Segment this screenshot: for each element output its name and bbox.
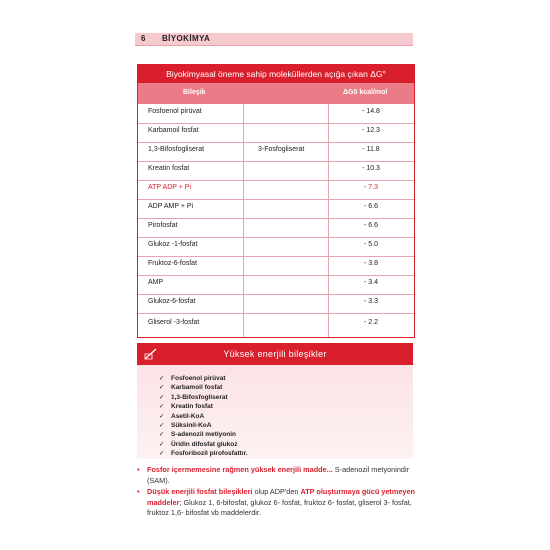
list-item: ✓ Süksinil-KoA [159, 421, 212, 429]
high-energy-box-header [137, 343, 413, 365]
delta-g-value: - 6.6 [363, 203, 378, 210]
note-highlight: ATP oluşturmaya gücü yetmeyen maddeler [147, 487, 415, 507]
table-row [138, 142, 414, 160]
product-name: 3-Fosfogliserat [258, 146, 305, 153]
page-header [135, 33, 413, 46]
table-header-row [138, 83, 414, 104]
table-row [138, 199, 414, 217]
delta-g-value: - 3.8 [363, 260, 378, 267]
delta-g-table [137, 64, 415, 338]
table-row [138, 104, 414, 122]
book-title: BİYOKİMYA [162, 34, 211, 43]
table-row [138, 218, 414, 236]
row-divider [138, 313, 414, 314]
check-icon: ✓ [159, 403, 165, 411]
list-item: ✓ Üridin difosfat glukoz [159, 440, 238, 448]
table-row [138, 256, 414, 274]
compound-name: 1,3-Bifosfogliserat [148, 146, 205, 153]
high-energy-box-body [137, 365, 413, 459]
note-text: olup ADP'den [252, 487, 301, 497]
check-icon: ✓ [159, 393, 165, 401]
table-row [138, 123, 414, 141]
column-header-delta-g: ΔG0 kcal/mol [343, 89, 388, 96]
compound-name: ATP ADP + Pi [148, 184, 191, 191]
note-low-energy [137, 487, 415, 519]
check-icon: ✓ [159, 375, 165, 382]
compound-name: Fruktoz-6-fosfat [148, 260, 198, 267]
list-item: ✓ Asetil-KoA [159, 412, 205, 420]
note-highlight: Fosfor içermemesine rağmen yüksek enerjili madde... [147, 465, 333, 474]
delta-g-value: - 3.3 [363, 298, 378, 305]
compound-name: ADP AMP + Pi [148, 203, 194, 210]
delta-g-value: - 14.8 [362, 108, 380, 115]
page-number: 6 [141, 34, 146, 43]
list-item: ✓ Kreatin fosfat [159, 403, 213, 411]
list-item: ✓ Karbamoil fosfat [159, 384, 223, 392]
delta-g-value: - 5.0 [363, 241, 378, 248]
notes-section [137, 465, 415, 520]
delta-g-value: - 11.8 [362, 146, 380, 153]
compound-name: Fosfoenol pirüvat [148, 108, 202, 115]
note-highlight: Düşük enerjili fosfat bileşikleri [147, 487, 253, 497]
check-icon: ✓ [159, 421, 165, 429]
list-item: ✓ Fosfoenol pirüvat [159, 375, 226, 382]
delta-g-value: - 6.6 [363, 222, 378, 229]
delta-g-value: - 3.4 [363, 279, 378, 286]
compound-name: Glukoz-6-fosfat [148, 298, 196, 305]
bullet-icon: • [137, 487, 140, 497]
delta-g-value: - 7.3 [363, 184, 378, 191]
table-row [138, 275, 414, 293]
compound-name: Glukoz -1-fosfat [148, 241, 198, 248]
note-sam [137, 465, 415, 486]
list-item: ✓ S-adenozil metiyonin [159, 431, 237, 439]
note-text: S-adenozil metyonindir (SAM). [147, 465, 410, 485]
high-energy-compound-list [159, 374, 248, 459]
compound-name: Karbamoil fosfat [148, 127, 199, 134]
table-row-highlighted [138, 180, 414, 198]
list-item: ✓ Fosforibozil pirofosfattır. [159, 450, 248, 458]
compound-name: Gliserol -3-fosfat [148, 319, 200, 326]
check-icon: ✓ [159, 384, 165, 392]
delta-g-value: - 10.3 [362, 165, 380, 172]
check-icon: ✓ [159, 440, 165, 448]
table-row [138, 161, 414, 179]
bullet-icon: • [137, 465, 140, 474]
table-row [138, 237, 414, 255]
compound-name: AMP [148, 279, 164, 286]
column-header-compound: Bileşik [183, 89, 206, 96]
table-title: Biyokimyasal öneme sahip moleküllerden açığa çıkan ΔG° [138, 65, 414, 83]
check-icon: ✓ [159, 450, 165, 458]
high-energy-box-title: Yüksek enerjili bileşikler [223, 349, 327, 359]
delta-g-value: - 12.3 [362, 127, 380, 134]
list-item: ✓ 1,3-Bifosfogliserat [159, 393, 228, 401]
table-row [138, 294, 414, 312]
table-row [138, 315, 414, 333]
compound-name: Pirofosfat [148, 222, 178, 229]
delta-g-value: - 2.2 [363, 319, 378, 326]
compound-name: Kreatin fosfat [148, 165, 190, 172]
note-text: ; Glukoz 1, 6-bifosfat, glukoz 6- fosfat, fruktoz 6- fosfat, gliserol 3- fosfat, fruktoz 1,6- bifosfat vb maddelerdir. [147, 497, 412, 518]
check-icon: ✓ [159, 412, 165, 420]
check-icon: ✓ [159, 431, 165, 439]
